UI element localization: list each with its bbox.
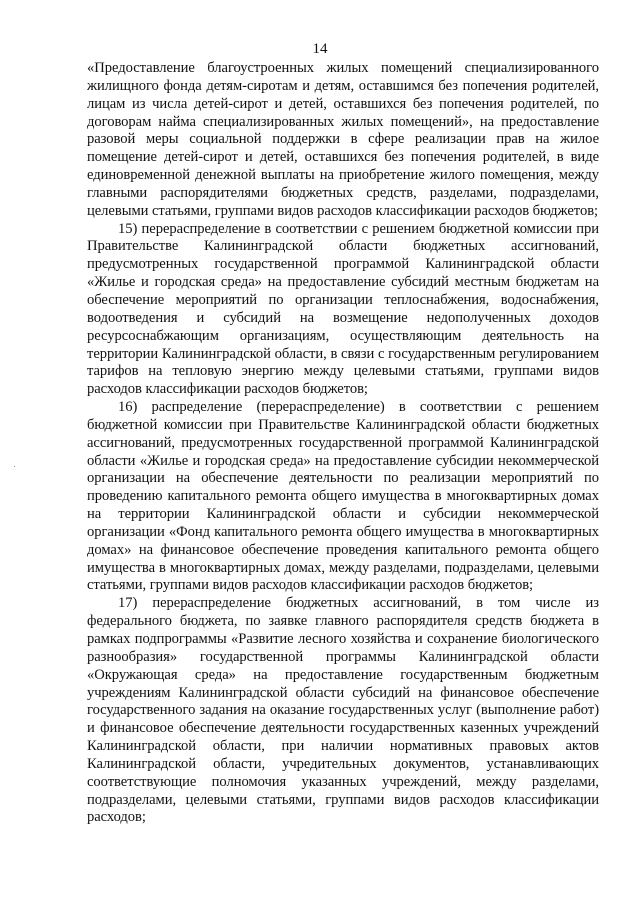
paragraph-item-15: 15) перераспределение в соответствии с решением бюджетной комиссии при Правительстве Калининградской области бюджетных ассигнований, предусмотренных государственной программой Калининградской области «Жилье и городская среда» на предоставление субсидий местным бюджетам на обеспечение мероприятий по организации теплоснабжения, водоснабжения, водоотведения и субсидий на возмещение недополученных доходов ресурсоснабжающим организациям, осуществляющим деятельность на территории Калининградской области, в связи с государственным регулированием тарифов на тепловую энергию между целевыми статьями, группами видов расходов классификации расходов бюджетов; <box>87 220 599 398</box>
paragraph-item-16: 16) распределение (перераспределение) в соответствии с решением бюджетной комиссии при Правительстве Калининградской области бюджетных ассигнований, предусмотренных государственной программой Калининградской области «Жилье и городская среда» на предоставление субсидии некоммерческой организации на обеспечение деятельности по реализации мероприятий по проведению капитального ремонта общего имущества в многоквартирных домах на территории Калининградской области и субсидии некоммерческой организации «Фонд капитального ремонта общего имущества в многоквартирных домах» на финансовое обеспечение проведения капитального ремонта общего имущества в многоквартирных домах, между разделами, подразделами, целевыми статьями, группами видов расходов классификации расходов бюджетов; <box>87 399 599 594</box>
document-body <box>87 60 599 827</box>
paragraph-continuation: «Предоставление благоустроенных жилых помещений специализированного жилищного фонда детям-сиротам и детям, оставшимся без попечения родителей, лицам из числа детей-сирот и детей, оставшихся без попечения родителей, по договорам найма специализированных жилых помещений», на предоставление разовой меры социальной поддержки в сфере реализации прав на жилое помещение детей-сирот и детей, оставшихся без попечения родителей, в виде единовременной денежной выплаты на приобретение жилого помещения, между главными распорядителями бюджетных средств, разделами, подразделами, целевыми статьями, группами видов расходов классификации расходов бюджетов; <box>87 60 599 219</box>
page-number: 14 <box>312 41 328 57</box>
margin-mark <box>14 466 15 467</box>
paragraph-item-17: 17) перераспределение бюджетных ассигнований, в том числе из федерального бюджета, по заявке главного распорядителя средств бюджета в рамках подпрограммы «Развитие лесного хозяйства и сохранение биологического разнообразия» государственной программы Калининградской области «Окружающая среда» на предоставление государственным бюджетным учреждениям Калининградской области субсидий на финансовое обеспечение государственного задания на оказание государственных услуг (выполнение работ) и финансовое обеспечение деятельности государственных казенных учреждений Калининградской области, при наличии нормативных правовых актов Калининградской области, учредительных документов, устанавливающих соответствующие полномочия указанных учреждений, между разделами, подразделами, целевыми статьями, группами видов расходов классификации расходов; <box>87 595 599 826</box>
